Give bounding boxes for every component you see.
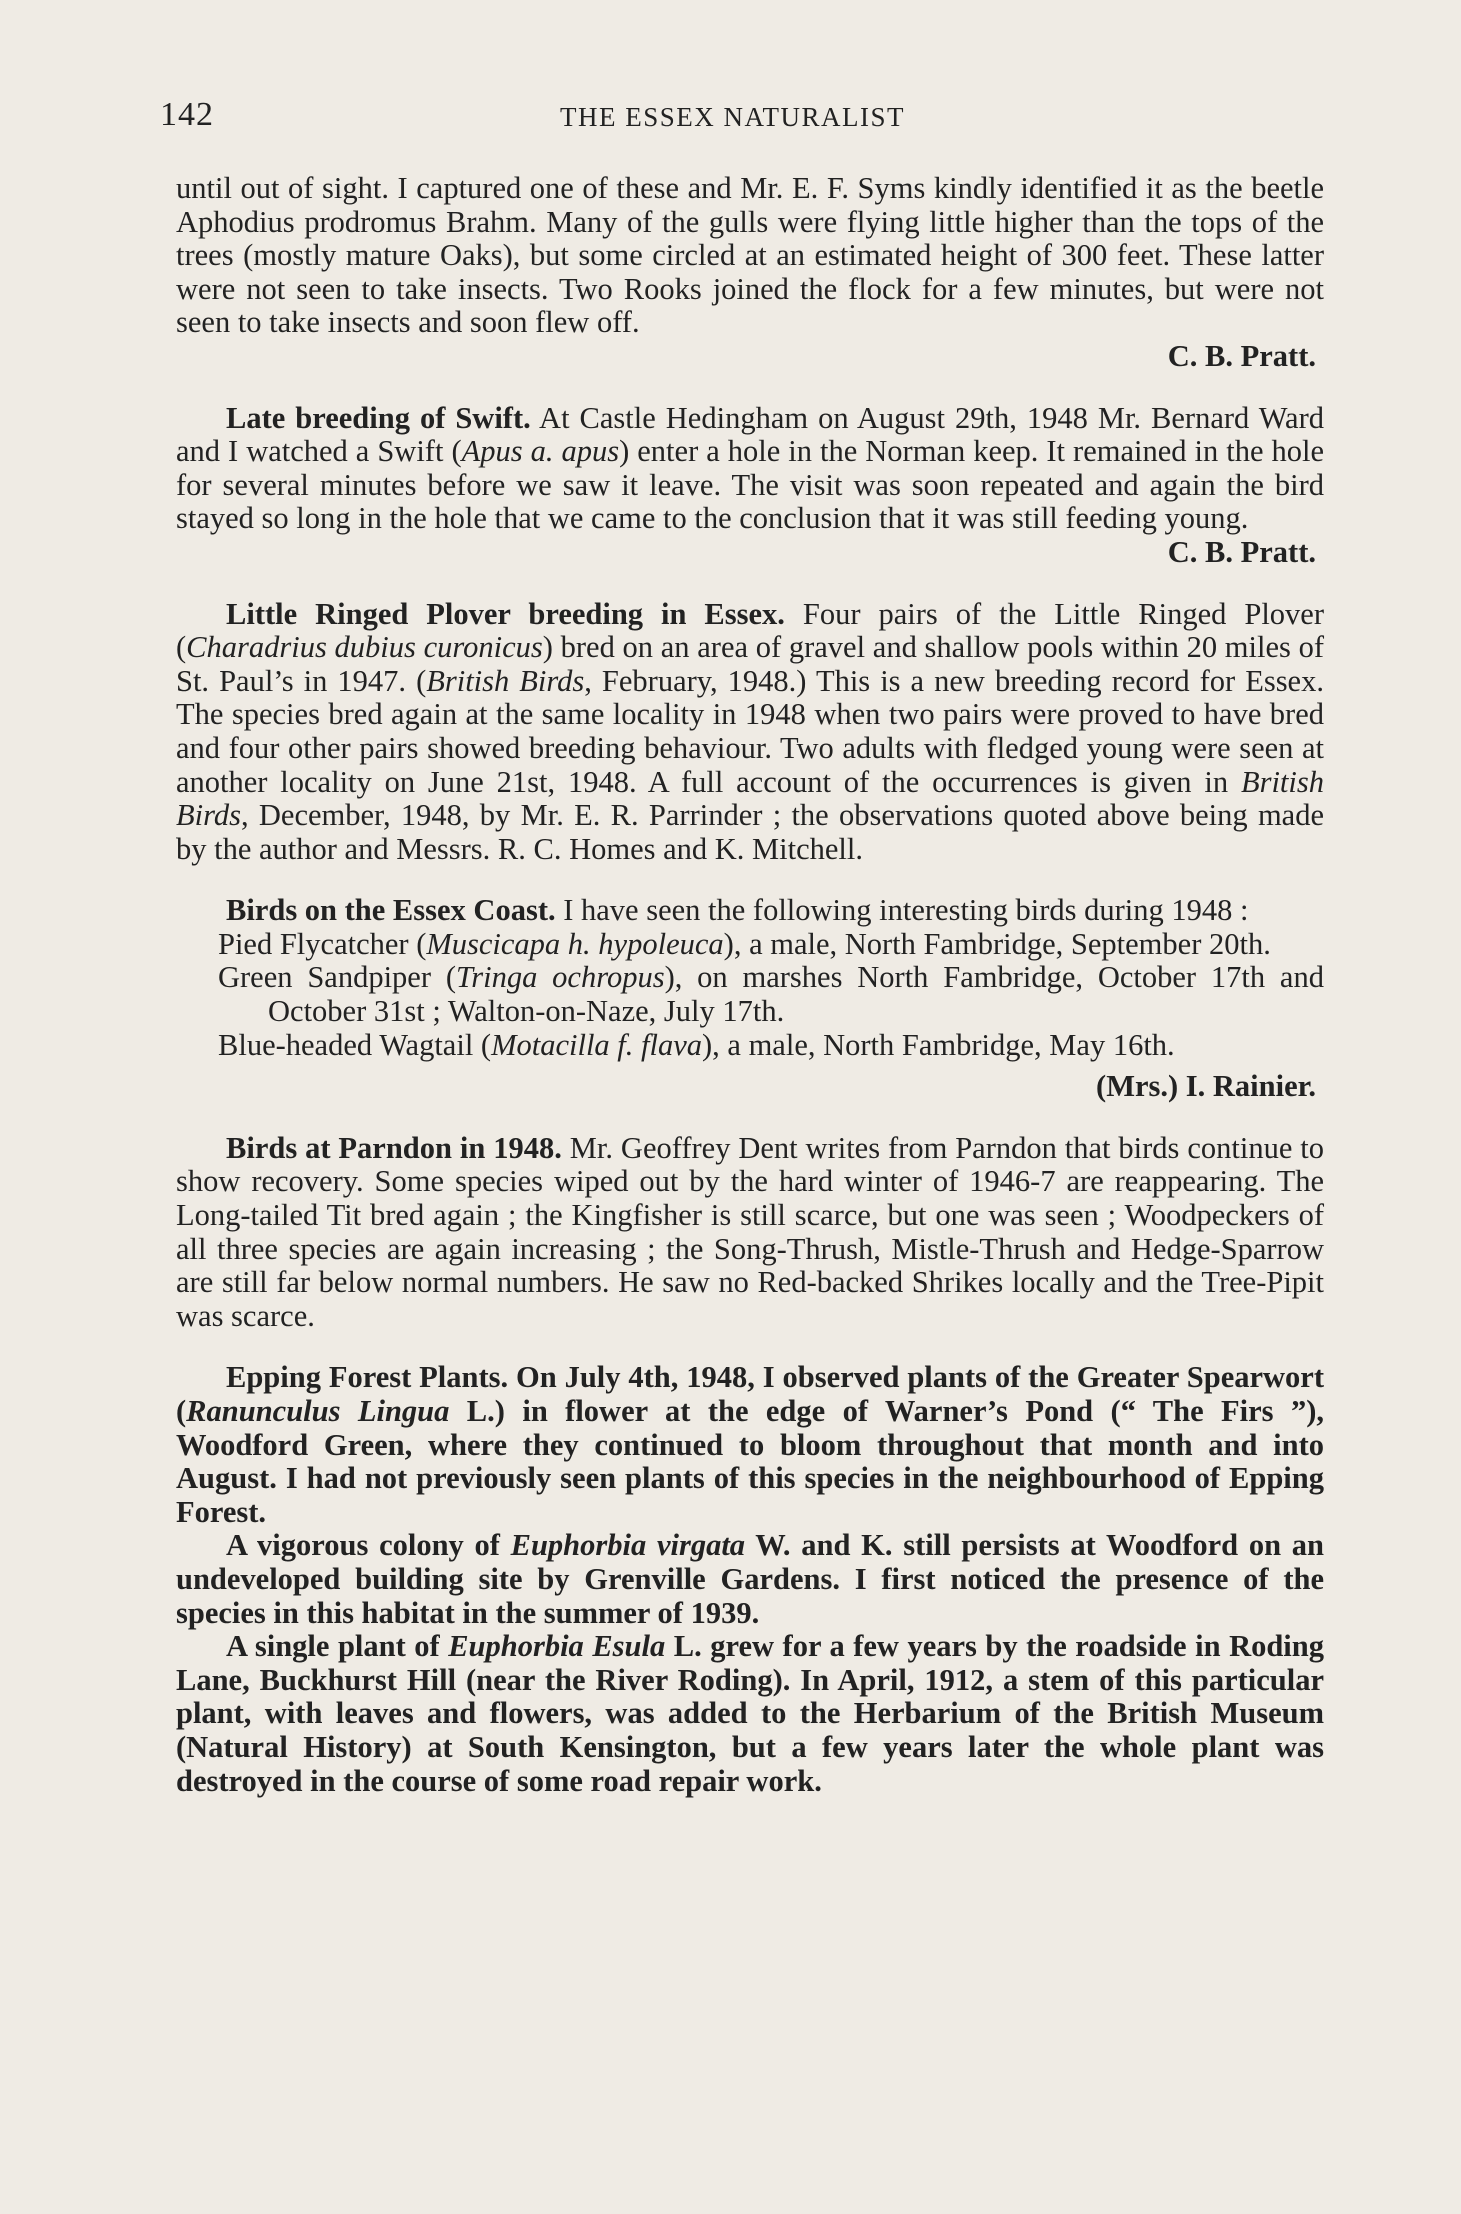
entry-latin-name: Muscicapa h. hypoleuca bbox=[426, 926, 724, 961]
entry-text: ), a male, North Fambridge, May 16th. bbox=[702, 1027, 1175, 1062]
coast-list-item bbox=[176, 961, 1324, 1028]
swift-latin-name: Apus a. apus bbox=[461, 434, 620, 469]
author-signature-pratt-1: C. B. Pratt. bbox=[1167, 338, 1316, 373]
plover-note bbox=[176, 598, 1324, 867]
epping-text: L. grew for a few years by the roadside in Roding Lane, Buckhurst Hill (near the River Roding). In April, 1912, a stem of this particular plant, with leaves and flowers, was added to the Herbarium of the British Museum (Natural History) at South Kensington, but a few years later the whole plant was destroyed in the course of some road repair work. bbox=[176, 1629, 1324, 1798]
page-number: 142 bbox=[160, 96, 214, 133]
plover-text-3: , February, 1948.) This is a new breeding record for Essex. The species bred again at the same locality in 1948 when two pairs were proved to have bred and four other pairs showed breeding behaviour. Two adults with fledged young were seen at another locality on June 21st, 1948. A full account of the occurrences is given in bbox=[176, 663, 1324, 799]
swift-heading: Late breeding of Swift. bbox=[226, 400, 531, 435]
running-head bbox=[160, 96, 1320, 142]
continuation-paragraph: until out of sight. I captured one of these and Mr. E. F. Syms kindly identified it as the beetle Aphodius prodromus Brahm. Many of the gulls were flying little higher than the tops of the trees (mostly mature Oaks), but some circled at an estimated height of 300 feet. These latter were not seen to take insects. Two Rooks joined the flock for a few minutes, but were not seen to take insects and soon flew off. bbox=[176, 171, 1324, 340]
epping-paragraph-2 bbox=[176, 1529, 1324, 1630]
entry-text: Blue-headed Wagtail ( bbox=[218, 1027, 492, 1062]
parndon-note bbox=[176, 1132, 1324, 1334]
coast-list-item bbox=[176, 1029, 1324, 1063]
epping-heading: Epping Forest Plants. bbox=[226, 1360, 509, 1395]
coast-intro: I have seen the following interesting birds during 1948 : bbox=[555, 893, 1249, 928]
plover-heading: Little Ringed Plover breeding in Essex. bbox=[226, 596, 785, 631]
swift-text-2: ) enter a hole in the Norman keep. It remained in the hole for several minutes before we saw it leave. The visit was soon repeated and again the bird stayed so long in the hole that we came to the conclusion that it was still feeding young. bbox=[176, 434, 1325, 536]
plover-text-1: Four pairs of the Little Ringed Plover ( bbox=[176, 596, 1325, 665]
epping-text: On July 4th, 1948, I observed plants of the Greater Spearwort ( bbox=[176, 1360, 1324, 1428]
article-body bbox=[176, 172, 1324, 1798]
epping-latin-name: Euphorbia virgata bbox=[510, 1528, 746, 1563]
entry-latin-name: Motacilla f. flava bbox=[491, 1027, 703, 1062]
epping-note bbox=[176, 1361, 1324, 1798]
parndon-heading: Birds at Parndon in 1948. bbox=[226, 1130, 562, 1165]
parndon-text: Mr. Geoffrey Dent writes from Parndon that birds continue to show recovery. Some species wiped out by the hard winter of 1946-7 are reappearing. The Long-tailed Tit bred again ; the Kingfisher is still scarce, but one was seen ; Woodpeckers of all three species are again increasing ; the Song-Thrush, Mistle-Thrush and Hedge-Sparrow are still far below normal numbers. He saw no Red-backed Shrikes locally and the Tree-Pipit was scarce. bbox=[176, 1130, 1324, 1333]
epping-text: L.) in flower at the edge of Warner’s Pond (“ The Firs ”), Woodford Green, where they continued to bloom throughout that month and into August. I had not previously seen plants of this species in the neighbourhood of Epping Forest. bbox=[176, 1394, 1324, 1529]
epping-text: W. and K. still persists at Woodford on an undeveloped building site by Grenville Gardens. I first noticed the presence of the species in this habitat in the summer of 1939. bbox=[176, 1528, 1324, 1630]
coast-bird-list bbox=[176, 928, 1324, 1062]
epping-latin-name: Euphorbia Esula bbox=[448, 1629, 666, 1664]
plover-text-2: ) bred on an area of gravel and shallow pools within 20 miles of St. Paul’s in 1947. ( bbox=[176, 630, 1324, 698]
coast-heading: Birds on the Essex Coast. bbox=[226, 893, 556, 928]
swift-text-1: At Castle Hedingham on August 29th, 1948 Mr. Bernard Ward and I watched a Swift ( bbox=[176, 400, 1324, 469]
author-signature-pratt-2: C. B. Pratt. bbox=[1167, 534, 1316, 569]
epping-paragraph-3 bbox=[176, 1630, 1324, 1798]
plover-journal-ref-1: British Birds bbox=[426, 663, 585, 698]
entry-text: ), on marshes North Fambridge, October 17th and October 31st ; Walton-on-Naze, July 17th. bbox=[268, 960, 1324, 1029]
plover-journal-ref-2: British Birds bbox=[176, 764, 1324, 833]
epping-text: A vigorous colony of bbox=[226, 1528, 511, 1563]
journal-title: THE ESSEX NATURALIST bbox=[560, 102, 905, 132]
epping-text: A single plant of bbox=[226, 1629, 449, 1664]
coast-list-item bbox=[176, 928, 1324, 962]
swift-note bbox=[176, 402, 1324, 536]
entry-latin-name: Tringa ochropus bbox=[455, 960, 665, 995]
entry-text: ), a male, North Fambridge, September 20th. bbox=[723, 926, 1271, 961]
plover-text-4: , December, 1948, by Mr. E. R. Parrinder ; the observations quoted above being made by the author and Messrs. R. C. Homes and K. Mitchell. bbox=[176, 798, 1324, 866]
epping-latin-name: Ranunculus Lingua bbox=[186, 1394, 450, 1428]
coast-note bbox=[176, 894, 1324, 928]
epping-paragraph-1 bbox=[176, 1361, 1324, 1529]
plover-latin-name: Charadrius dubius curonicus bbox=[186, 630, 543, 665]
entry-text: Green Sandpiper ( bbox=[218, 960, 456, 995]
entry-text: Pied Flycatcher ( bbox=[218, 926, 427, 961]
author-signature-rainier: (Mrs.) I. Rainier. bbox=[1096, 1069, 1316, 1104]
